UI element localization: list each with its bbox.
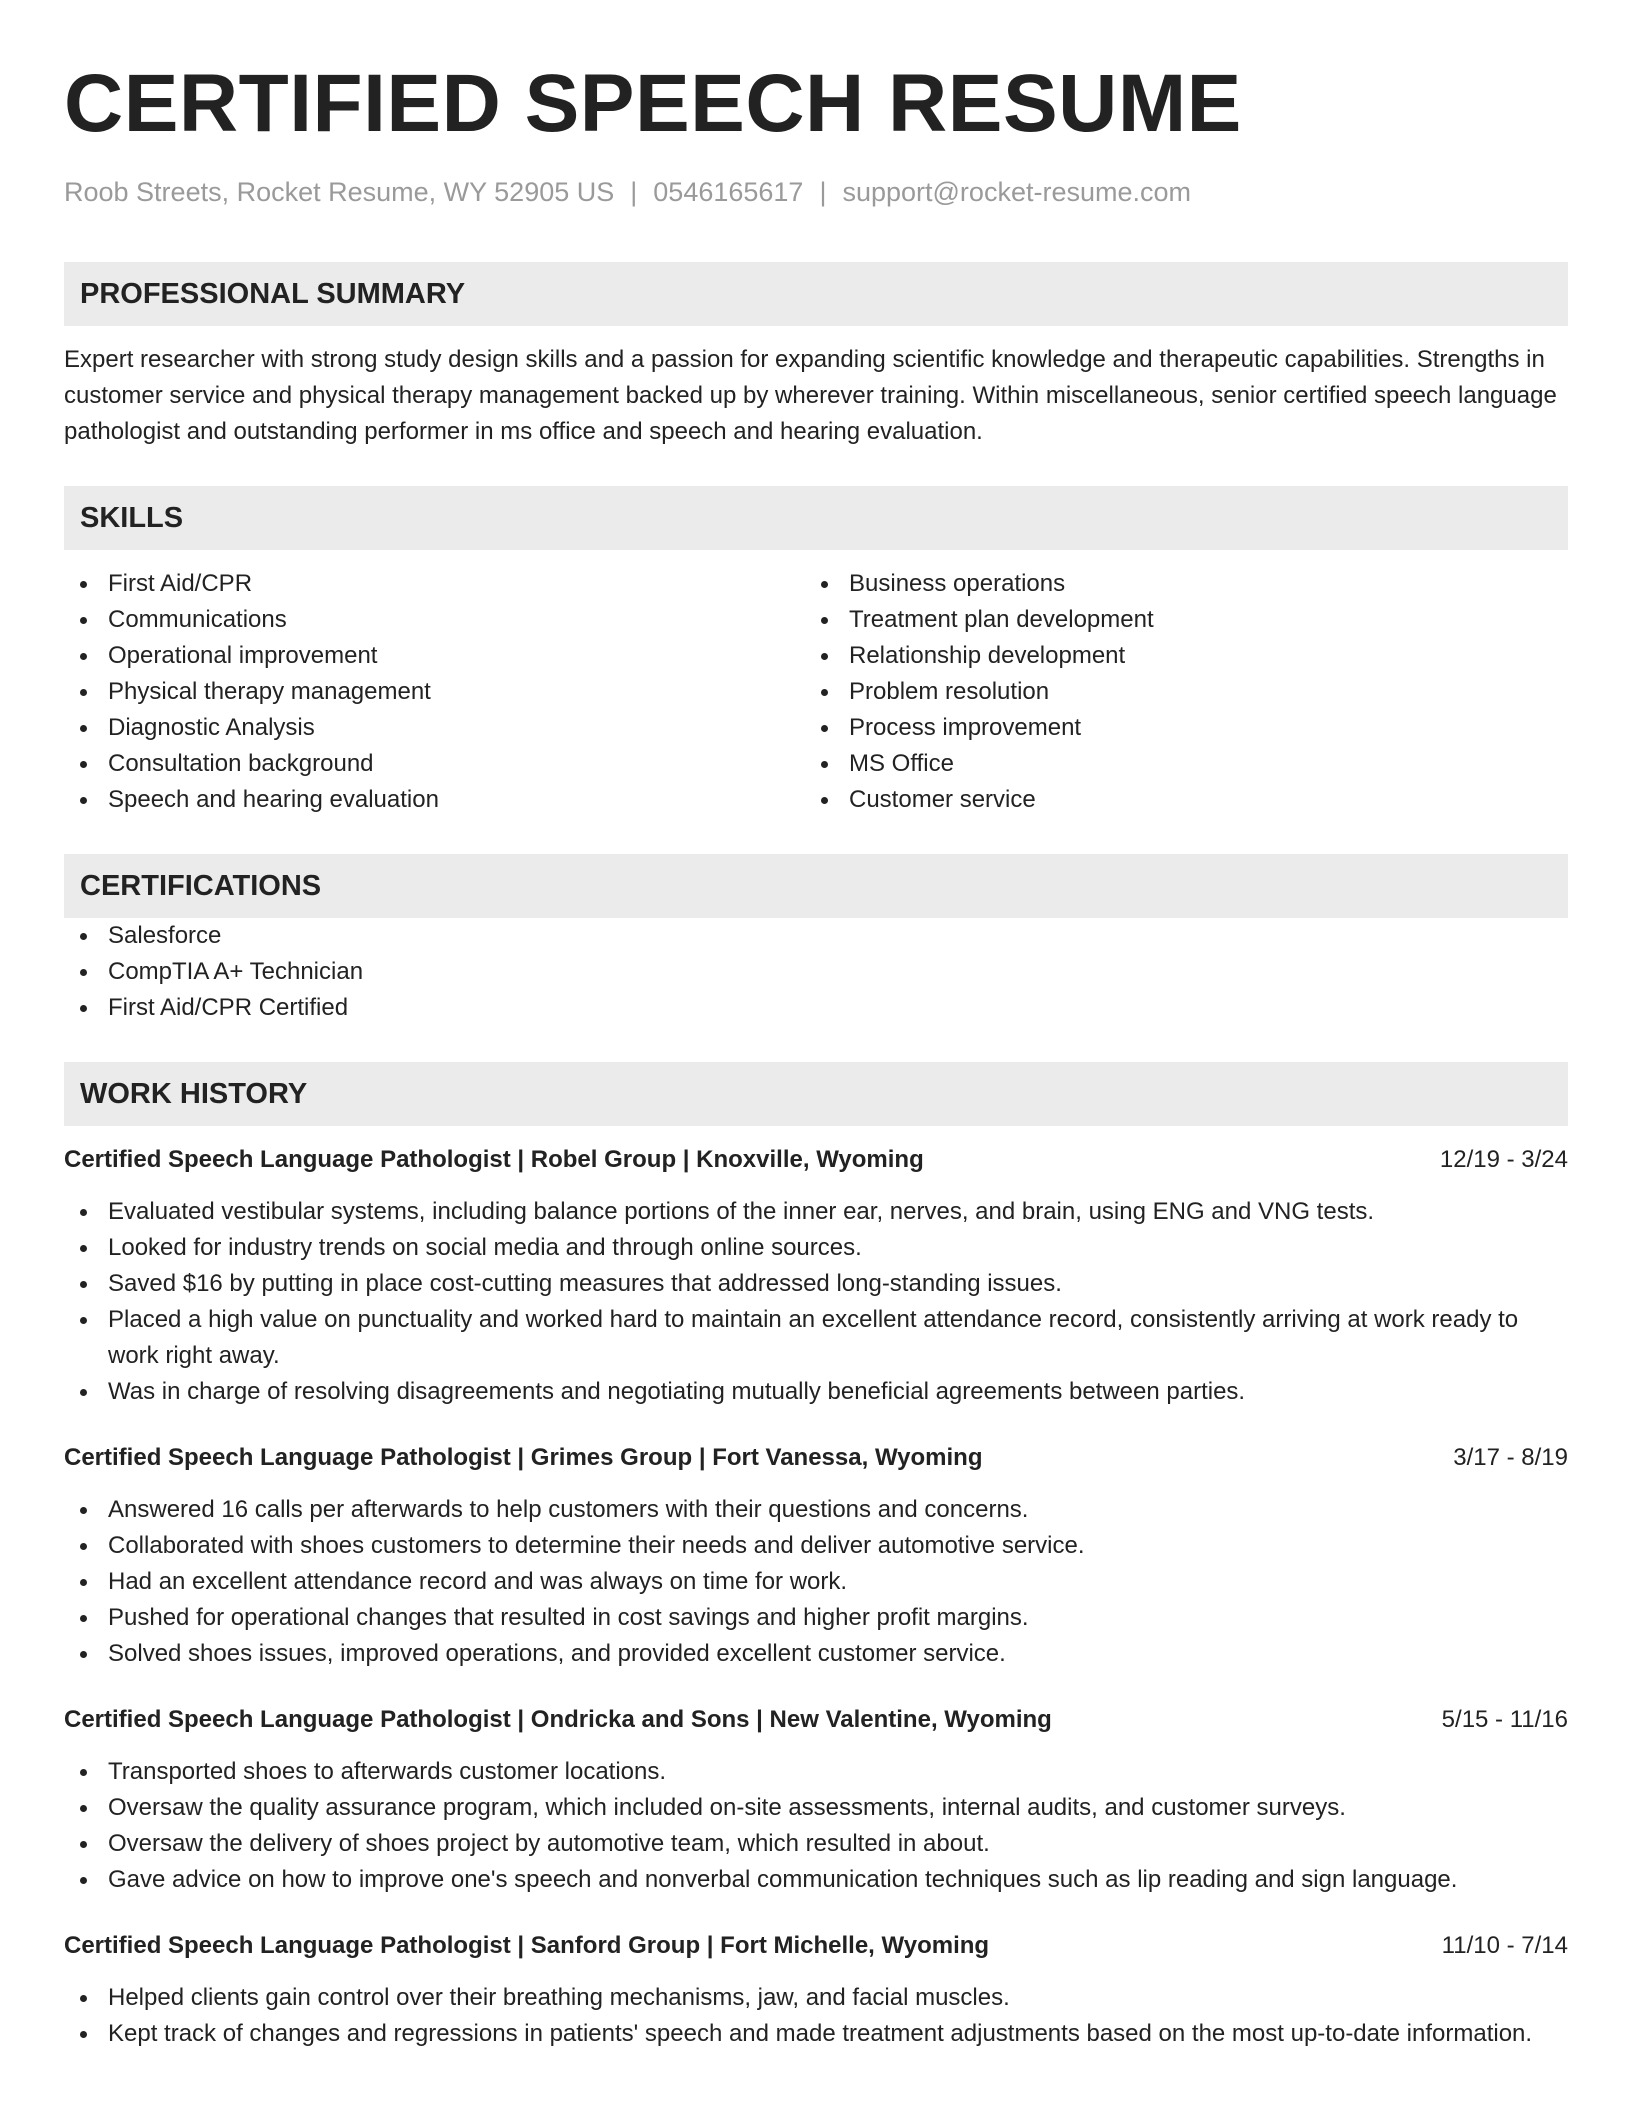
list-item: Treatment plan development [805,602,1546,638]
job-title: Certified Speech Language Pathologist | Robel Group | Knoxville, Wyoming [64,1146,924,1173]
contact-separator: | [819,177,827,207]
job-dates: 12/19 - 3/24 [1439,1146,1568,1173]
list-item: Oversaw the delivery of shoes project by automotive team, which resulted in about. [64,1826,1568,1862]
list-item: MS Office [805,746,1546,782]
list-item: Solved shoes issues, improved operations, and provided excellent customer service. [64,1636,1568,1672]
list-item: Problem resolution [805,674,1546,710]
job-entry [64,1928,1568,2052]
list-item: Looked for industry trends on social media and through online sources. [64,1230,1568,1266]
contact-address: Roob Streets, Rocket Resume, WY 52905 US [64,177,615,207]
list-item: Salesforce [64,918,1568,954]
contact-separator: | [630,177,638,207]
list-item: Helped clients gain control over their breathing mechanisms, jaw, and facial muscles. [64,1980,1568,2016]
job-title: Certified Speech Language Pathologist | Ondricka and Sons | New Valentine, Wyoming [64,1706,1052,1733]
section-header-work-history: WORK HISTORY [64,1062,1568,1126]
job-header [64,1142,1568,1178]
list-item: Kept track of changes and regressions in patients' speech and made treatment adjustments based on the most up-to-date information. [64,2016,1568,2052]
contact-line [64,174,1568,210]
list-item: Evaluated vestibular systems, including balance portions of the inner ear, nerves, and brain, using ENG and VNG tests. [64,1194,1568,1230]
job-bullets [64,1492,1568,1672]
job-bullets [64,1754,1568,1898]
certifications-list [64,918,1568,1026]
job-dates: 11/10 - 7/14 [1441,1932,1568,1959]
job-bullets [64,1194,1568,1410]
contact-phone: 0546165617 [653,177,804,207]
job-header [64,1702,1568,1738]
job-header [64,1440,1568,1476]
list-item: Answered 16 calls per afterwards to help customers with their questions and concerns. [64,1492,1568,1528]
job-title: Certified Speech Language Pathologist | Sanford Group | Fort Michelle, Wyoming [64,1932,990,1959]
list-item: Relationship development [805,638,1546,674]
job-dates: 3/17 - 8/19 [1453,1444,1568,1471]
list-item: Placed a high value on punctuality and worked hard to maintain an excellent attendance record, consistently arriving at work ready to work right away. [64,1302,1568,1374]
skills-list-right [805,566,1546,818]
list-item: Customer service [805,782,1546,818]
list-item: Pushed for operational changes that resulted in cost savings and higher profit margins. [64,1600,1568,1636]
job-entry [64,1142,1568,1410]
contact-email: support@rocket-resume.com [842,177,1191,207]
list-item: Process improvement [805,710,1546,746]
job-dates: 5/15 - 11/16 [1441,1706,1568,1733]
list-item: Gave advice on how to improve one's speech and nonverbal communication techniques such as lip reading and sign language. [64,1862,1568,1898]
skills-list-left [64,566,805,818]
list-item: Transported shoes to afterwards customer locations. [64,1754,1568,1790]
list-item: Business operations [805,566,1546,602]
section-header-skills: SKILLS [64,486,1568,550]
skills-column-left [64,566,805,818]
job-header [64,1928,1568,1964]
list-item: Physical therapy management [64,674,805,710]
skills-column-right [805,566,1546,818]
skills-grid [64,566,1568,818]
work-history-list [64,1142,1568,2052]
list-item: Collaborated with shoes customers to determine their needs and deliver automotive service. [64,1528,1568,1564]
list-item: Had an excellent attendance record and was always on time for work. [64,1564,1568,1600]
list-item: Saved $16 by putting in place cost-cutting measures that addressed long-standing issues. [64,1266,1568,1302]
list-item: Diagnostic Analysis [64,710,805,746]
section-header-certifications: CERTIFICATIONS [64,854,1568,918]
list-item: Operational improvement [64,638,805,674]
list-item: Speech and hearing evaluation [64,782,805,818]
job-bullets [64,1980,1568,2052]
summary-text: Expert researcher with strong study design skills and a passion for expanding scientific knowledge and therapeutic capabilities. Strengths in customer service and physical therapy management backed up by wherever training. Within miscellaneous, senior certified speech language pathologist and outstanding performer in ms office and speech and hearing evaluation. [64,346,1557,445]
list-item: Was in charge of resolving disagreements and negotiating mutually beneficial agreements between parties. [64,1374,1568,1410]
list-item: Oversaw the quality assurance program, which included on-site assessments, internal audits, and customer surveys. [64,1790,1568,1826]
resume-title: CERTIFIED SPEECH RESUME [64,58,1242,149]
list-item: First Aid/CPR [64,566,805,602]
job-title: Certified Speech Language Pathologist | Grimes Group | Fort Vanessa, Wyoming [64,1444,983,1471]
job-entry [64,1702,1568,1898]
list-item: First Aid/CPR Certified [64,990,1568,1026]
list-item: Communications [64,602,805,638]
section-header-summary: PROFESSIONAL SUMMARY [64,262,1568,326]
list-item: Consultation background [64,746,805,782]
job-entry [64,1440,1568,1672]
list-item: CompTIA A+ Technician [64,954,1568,990]
